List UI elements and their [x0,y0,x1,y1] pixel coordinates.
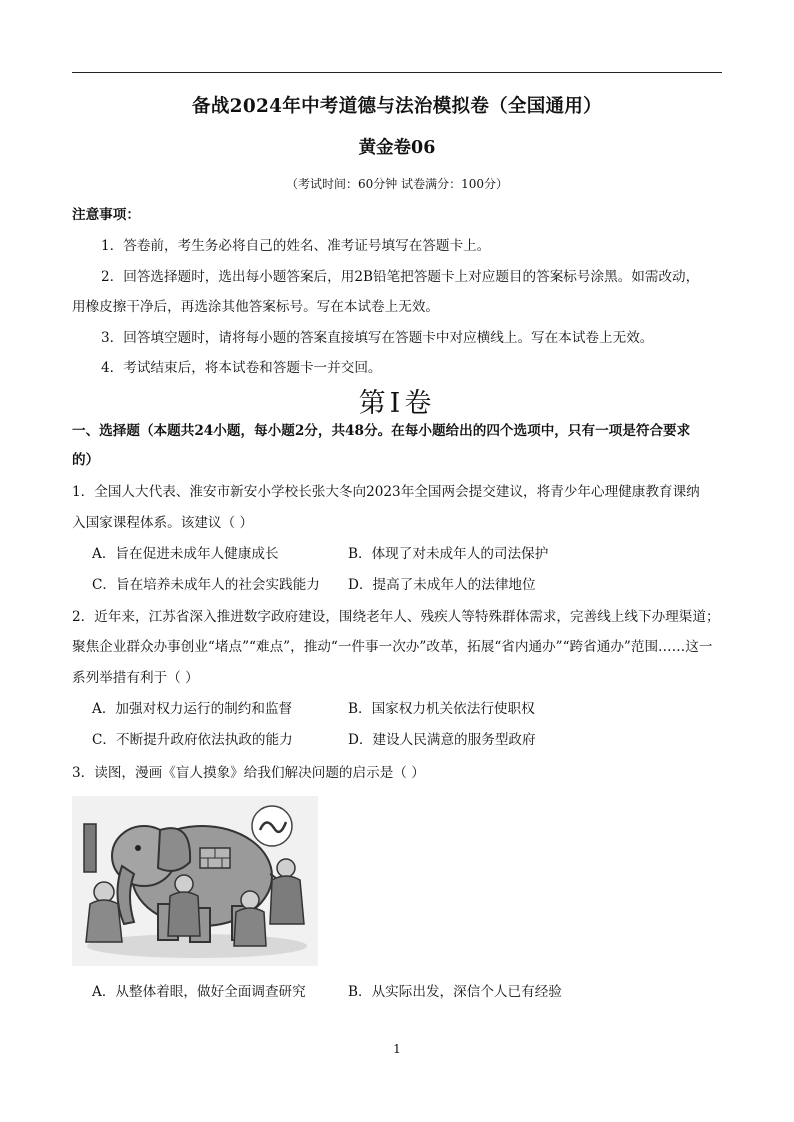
question-3-option-b: B．从实际出发，深信个人已有经验 [348,984,562,1000]
volume-title: 第Ⅰ卷 [358,388,436,419]
notice-item: 1．答卷前，考生务必将自己的姓名、准考证号填写在答题卡上。 [101,238,491,254]
question-3-line: 3．读图，漫画《盲人摸象》给我们解决问题的启示是（ ） [72,765,425,781]
question-2-line: 系列举措有利于（ ） [72,670,199,686]
question-3-option-a: A．从整体着眼，做好全面调查研究 [92,984,306,1000]
page-number: 1 [393,1042,401,1056]
question-2-line: 2．近年来，江苏省深入推进数字政府建设，围绕老年人、残疾人等特殊群体需求，完善线上线下办理渠道； [72,609,720,625]
notice-item: 2．回答选择题时，选出每小题答案后，用2B铅笔把答题卡上对应题目的答案标号涂黑。如需改动， [101,269,700,285]
question-1-option-b: B．体现了对未成年人的司法保护 [348,546,549,562]
notice-item: 3．回答填空题时，请将每小题的答案直接填写在答题卡中对应横线上。写在本试卷上无效。 [101,330,654,346]
question-2-option-d: D．建设人民满意的服务型政府 [348,732,536,748]
question-1-line: 入国家课程体系。该建议（ ） [72,515,254,531]
exam-title: 备战2024年中考道德与法治模拟卷（全国通用） [192,96,602,117]
section-heading-cont: 的） [72,452,100,468]
exam-subtitle: 黄金卷06 [358,138,436,158]
notice-item: 4．考试结束后，将本试卷和答题卡一并交回。 [101,360,382,376]
header-rule [72,72,722,73]
question-2-option-b: B．国家权力机关依法行使职权 [348,701,535,717]
question-2-option-a: A．加强对权力运行的制约和监督 [92,701,293,717]
cartoon-illustration [72,796,318,966]
question-1-option-c: C．旨在培养未成年人的社会实践能力 [92,577,320,593]
notice-item: 用橡皮擦干净后，再选涂其他答案标号。写在本试卷上无效。 [72,299,440,315]
blind-men-elephant-cartoon [72,796,318,966]
question-1-option-d: D．提高了未成年人的法律地位 [348,577,536,593]
exam-info: （考试时间：60分钟 试卷满分：100分） [286,177,508,191]
question-1-option-a: A．旨在促进未成年人健康成长 [92,546,279,562]
notice-heading: 注意事项： [72,207,140,223]
question-2-option-c: C．不断提升政府依法执政的能力 [92,732,293,748]
section-heading: 一、选择题（本题共24小题，每小题2分，共48分。在每小题给出的四个选项中，只有一项是符合要求 [72,423,691,439]
question-2-line: 聚焦企业群众办事创业“堵点”“难点”，推动“一件事一次办”改革，拓展“省内通办”“跨省通办”范围……这一 [72,639,713,655]
question-1-line: 1．全国人大代表、淮安市新安小学校长张大冬向2023年全国两会提交建议，将青少年心理健康教育课纳 [72,484,700,500]
